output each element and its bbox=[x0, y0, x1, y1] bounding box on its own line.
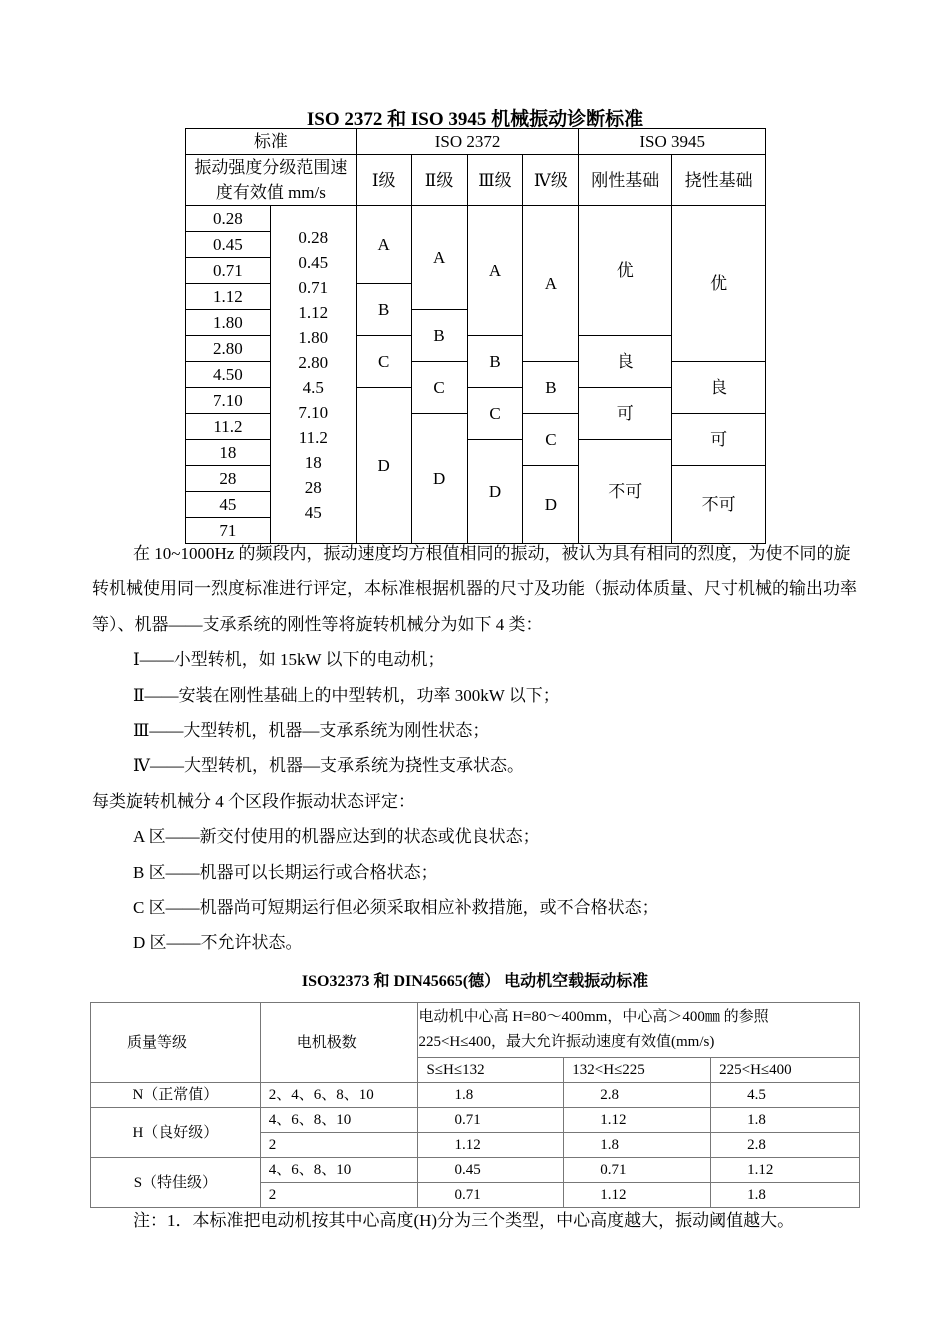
header-poles: 电机极数 bbox=[260, 1003, 418, 1083]
rating-cell: 可 bbox=[672, 414, 766, 466]
grade-cell: B bbox=[411, 310, 467, 362]
value-cell: 1.12 bbox=[711, 1158, 860, 1183]
header-range-3: 225<H≤400 bbox=[711, 1058, 860, 1083]
header-flexible: 挠性基础 bbox=[672, 155, 766, 206]
class-item: Ⅲ——大型转机，机器—支承系统为刚性状态； bbox=[133, 721, 490, 741]
value-cell: 2.8 bbox=[564, 1083, 711, 1108]
header-range-1: S≤H≤132 bbox=[418, 1058, 564, 1083]
header-description: 电动机中心高 H=80～400mm，中心高＞400㎜ 的参照 225<H≤400，最大允许振动速度有效值(mm/s) bbox=[418, 1003, 860, 1058]
value-cell: 0.71 bbox=[418, 1108, 564, 1133]
grade-cell: C bbox=[411, 362, 467, 414]
rating-cell: 不可 bbox=[672, 466, 766, 544]
table2-title: ISO32373 和 DIN45665(德） 电动机空载振动标准 bbox=[301, 973, 649, 990]
grade-cell: A bbox=[467, 206, 523, 336]
header-rigid: 刚性基础 bbox=[579, 155, 672, 206]
grade-cell: B bbox=[356, 284, 411, 336]
value-cell: 0.71 bbox=[186, 258, 271, 284]
zone-item: B 区——机器可以长期运行或合格状态； bbox=[133, 862, 438, 882]
value-cell: 7.10 bbox=[186, 388, 271, 414]
body-text bbox=[92, 536, 862, 961]
header-class1: Ⅰ级 bbox=[356, 155, 411, 206]
zones-intro: 每类旋转机械分 4 个区段作振动状态评定： bbox=[92, 791, 415, 811]
value-cell: 1.8 bbox=[564, 1133, 711, 1158]
value-cell: 0.28 bbox=[186, 206, 271, 232]
header-iso3945: ISO 3945 bbox=[579, 129, 766, 155]
value-cell: 1.8 bbox=[711, 1183, 860, 1208]
header-quality: 质量等级 bbox=[91, 1003, 261, 1083]
zone-item: C 区——机器尚可短期运行但必须采取相应补救措施，或不合格状态； bbox=[133, 898, 659, 918]
header-range-2: 132<H≤225 bbox=[564, 1058, 711, 1083]
value-cell: 1.80 bbox=[186, 310, 271, 336]
header-range-label: 振动强度分级范围速度有效值 mm/s bbox=[186, 155, 357, 206]
value-cell: 1.8 bbox=[711, 1108, 860, 1133]
grade-cell: D bbox=[467, 440, 523, 544]
value-cell: 11.2 bbox=[186, 414, 271, 440]
grade-s: S（特佳级） bbox=[91, 1158, 261, 1208]
class-item: Ⅰ——小型转机，如 15kW 以下的电动机； bbox=[133, 650, 445, 670]
value-cell: 0.45 bbox=[186, 232, 271, 258]
header-standard: 标准 bbox=[186, 129, 357, 155]
class-item: Ⅱ——安装在刚性基础上的中型转机，功率 300kW 以下； bbox=[133, 685, 560, 705]
zone-item: D 区——不允许状态。 bbox=[133, 933, 303, 953]
iso-vibration-table bbox=[185, 128, 766, 544]
value-cell: 28 bbox=[186, 466, 271, 492]
poles-cell: 2、4、6、8、10 bbox=[260, 1083, 418, 1108]
footnote: 注：1．本标准把电动机按其中心高度(H)分为三个类型，中心高度越大，振动阈值越大。 bbox=[133, 1211, 795, 1230]
class-item: Ⅳ——大型转机，机器—支承系统为挠性支承状态。 bbox=[133, 756, 524, 776]
header-class2: Ⅱ级 bbox=[411, 155, 467, 206]
value-cell: 1.12 bbox=[564, 1108, 711, 1133]
grade-cell: A bbox=[356, 206, 411, 284]
value-cell: 18 bbox=[186, 440, 271, 466]
grade-cell: A bbox=[523, 206, 579, 362]
value-cell: 2.8 bbox=[711, 1133, 860, 1158]
grade-cell: C bbox=[467, 388, 523, 440]
rating-cell: 良 bbox=[672, 362, 766, 414]
grade-cell: D bbox=[523, 466, 579, 544]
rating-cell: 可 bbox=[579, 388, 672, 440]
value-cell: 1.12 bbox=[186, 284, 271, 310]
grade-h: H（良好级） bbox=[91, 1108, 261, 1158]
motor-vibration-table bbox=[90, 1002, 860, 1208]
value-cell: 4.5 bbox=[711, 1083, 860, 1108]
value-cell: 0.45 bbox=[418, 1158, 564, 1183]
rating-cell: 优 bbox=[579, 206, 672, 336]
rating-cell: 优 bbox=[672, 206, 766, 362]
header-iso2372: ISO 2372 bbox=[356, 129, 579, 155]
rating-cell: 不可 bbox=[579, 440, 672, 544]
poles-cell: 4、6、8、10 bbox=[260, 1158, 418, 1183]
poles-cell: 4、6、8、10 bbox=[260, 1108, 418, 1133]
poles-cell: 2 bbox=[260, 1133, 418, 1158]
value-cell: 0.71 bbox=[418, 1183, 564, 1208]
value-cell: 1.12 bbox=[418, 1133, 564, 1158]
zone-item: A 区——新交付使用的机器应达到的状态或优良状态； bbox=[133, 827, 540, 847]
stacked-values: 0.28 0.45 0.71 1.12 1.80 2.80 4.5 7.10 11.2 18 28 45 bbox=[270, 206, 356, 544]
grade-cell: D bbox=[356, 388, 411, 544]
grade-cell: A bbox=[411, 206, 467, 310]
value-cell: 2.80 bbox=[186, 336, 271, 362]
value-cell: 71 bbox=[186, 518, 271, 544]
table1-title: ISO 2372 和 ISO 3945 机械振动诊断标准 bbox=[306, 109, 644, 130]
rating-cell: 良 bbox=[579, 336, 672, 388]
value-cell: 45 bbox=[186, 492, 271, 518]
grade-cell: C bbox=[356, 336, 411, 388]
grade-n: N（正常值） bbox=[91, 1083, 261, 1108]
grade-cell: B bbox=[523, 362, 579, 414]
intro-paragraph: 在 10~1000Hz 的频段内，振动速度均方根值相同的振动，被认为具有相同的烈度，为使不同的旋转机械使用同一烈度标准进行评定，本标准根据机器的尺寸及功能（振动体质量、尺寸机械的输出功率等）、机器——支承系统的刚性等将旋转机械分为如下 4 类： bbox=[92, 544, 857, 634]
value-cell: 4.50 bbox=[186, 362, 271, 388]
value-cell: 0.71 bbox=[564, 1158, 711, 1183]
value-cell: 1.8 bbox=[418, 1083, 564, 1108]
value-cell: 1.12 bbox=[564, 1183, 711, 1208]
header-class4: Ⅳ级 bbox=[523, 155, 579, 206]
grade-cell: D bbox=[411, 414, 467, 544]
grade-cell: B bbox=[467, 336, 523, 388]
poles-cell: 2 bbox=[260, 1183, 418, 1208]
grade-cell: C bbox=[523, 414, 579, 466]
header-class3: Ⅲ级 bbox=[467, 155, 523, 206]
